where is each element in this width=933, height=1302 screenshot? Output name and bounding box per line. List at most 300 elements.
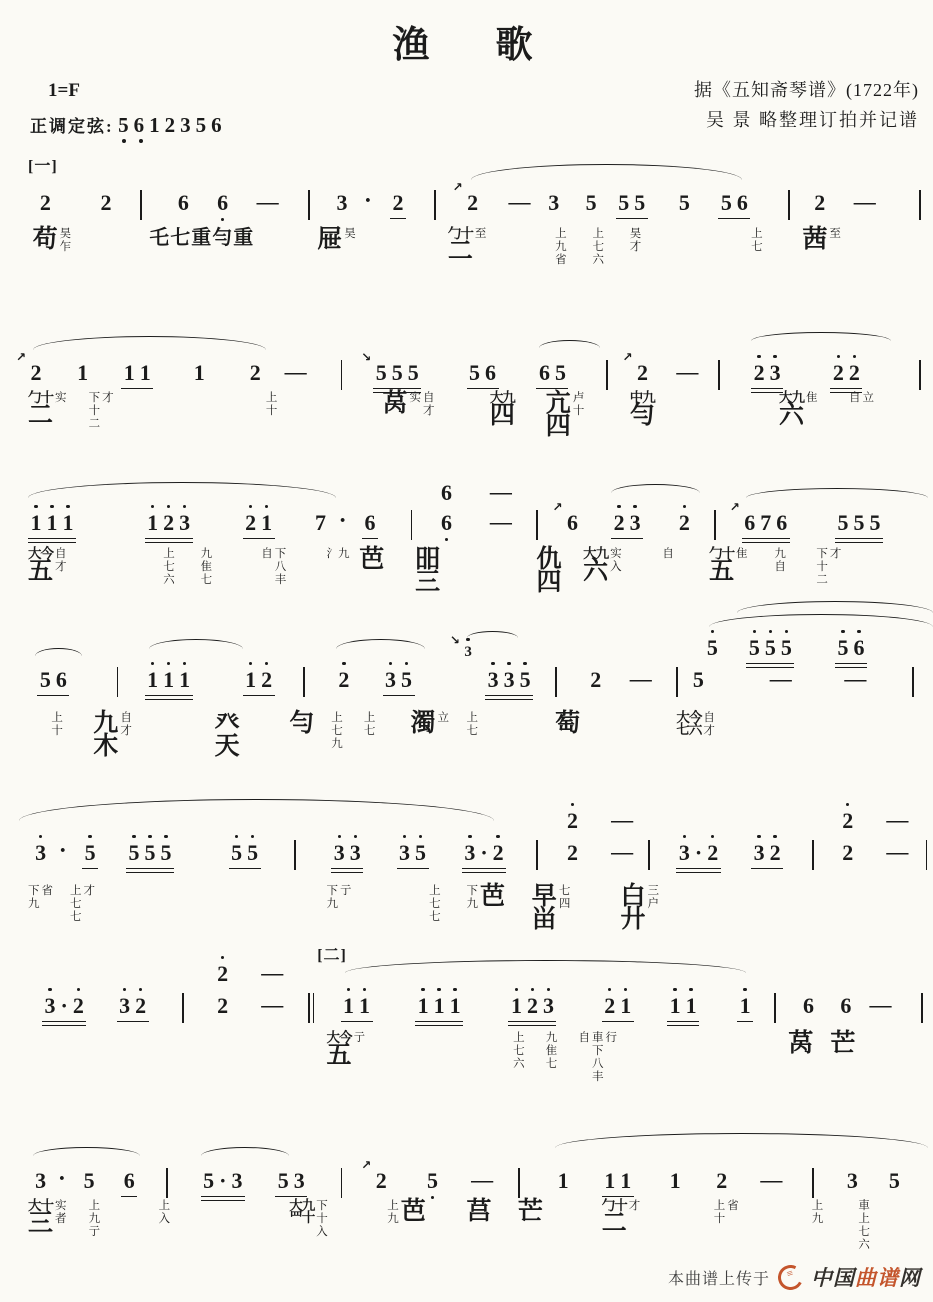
tab-annotation: [316, 1200, 328, 1239]
tab-annotation: [812, 1200, 824, 1226]
note-digit-cell: [540, 988, 556, 1018]
duration-underline: [121, 1196, 137, 1198]
note-digits: [336, 662, 352, 692]
tab-annotation: [410, 392, 422, 405]
tab-cluster: [601, 1198, 641, 1238]
tab-glyph-line: 莴: [788, 1030, 814, 1057]
tab-glyph-line: 六: [583, 558, 609, 586]
duration-underline: [667, 1025, 699, 1027]
note-digit-cell: [602, 988, 618, 1018]
high-octave-dot: [34, 505, 37, 508]
tab-annotation-line: 十: [265, 404, 278, 417]
note-digit-cell: [229, 835, 245, 865]
upload-label: 本曲谱上传于: [667, 1270, 770, 1288]
note-token: [812, 185, 828, 215]
note-digit-cell: [399, 662, 415, 692]
duration-underline: [415, 1025, 463, 1027]
tab-annotation: [475, 228, 487, 241]
tab-glyph-line: 大九: [583, 546, 609, 561]
tab-annotation: [774, 548, 786, 574]
high-octave-dot: [769, 630, 772, 633]
note-digit-cell: [439, 505, 455, 535]
tab-glyph: [536, 548, 561, 594]
note-token: [28, 505, 76, 543]
duration-underline: [742, 538, 790, 540]
tab-cluster: [802, 228, 841, 251]
duration-underline: [415, 1021, 463, 1023]
note-token: [729, 500, 790, 543]
note-token: [555, 1163, 571, 1193]
dash-glyph: —: [886, 839, 909, 864]
tab-cluster: [546, 392, 585, 438]
tab-annotation: [736, 548, 748, 561]
tab-annotation: [28, 885, 40, 911]
note-digit-cell: [667, 988, 683, 1018]
high-octave-dot: [785, 630, 788, 633]
barline: [166, 1163, 168, 1198]
note-digit-cell: [161, 505, 177, 535]
note-digit: 6: [736, 190, 748, 215]
tab-annotation-line: 至: [829, 228, 841, 240]
note-digit-cell: [467, 355, 483, 385]
tab-annotation-line: 上: [163, 548, 175, 560]
tab-glyph-line: 亢: [545, 390, 571, 417]
note-token: [75, 355, 91, 385]
duration-underline: [275, 1196, 307, 1198]
tab-annotation-line: 上: [858, 1212, 870, 1225]
barline: [341, 1163, 343, 1198]
tab-cluster: [467, 712, 479, 738]
barline-mark: [788, 190, 790, 220]
note-digit-cell: [524, 988, 540, 1018]
barline-mark: [518, 1168, 520, 1198]
tab-glyph-line: 莒: [466, 1198, 492, 1225]
note-token: [718, 185, 750, 219]
tab-annotation: [387, 1200, 399, 1226]
tab-annotation: [51, 712, 63, 738]
barline: [518, 1163, 520, 1198]
note-digit: 1: [557, 1168, 569, 1193]
duration-dash: [471, 1163, 493, 1192]
barline: [303, 662, 305, 697]
duration-underline: [42, 1021, 86, 1023]
tab-cluster: [364, 712, 376, 738]
note-token: [588, 662, 604, 692]
tab-annotation-line: 实: [610, 548, 622, 560]
slur-arc: [467, 631, 518, 639]
note-digit: 6: [55, 667, 67, 692]
tab-glyph-line: 勻: [289, 710, 315, 737]
tab-glyph-line: 芭: [480, 883, 506, 910]
tab-glyph-line: 天: [214, 733, 240, 760]
note-digit: 2: [769, 840, 781, 865]
note-digit: 2: [636, 360, 648, 385]
duration-underline: [201, 1196, 245, 1198]
slide-up-ornament-icon: ↗: [729, 500, 740, 514]
arranger-credit: 吴 景 略整理订拍并记谱: [706, 110, 919, 130]
tab-annotation-line: 九: [88, 1212, 101, 1225]
tab-glyph-line: 大十: [27, 1198, 53, 1213]
high-octave-dot: [235, 835, 238, 838]
high-octave-dot: [837, 355, 840, 358]
high-octave-dot: [683, 505, 686, 508]
barline-mark: [774, 993, 776, 1023]
note-digit-cell: [117, 988, 133, 1018]
note-digits: [243, 505, 275, 535]
note-digit: 5: [764, 635, 776, 660]
low-octave-dot: [221, 218, 224, 221]
note-token: [622, 350, 650, 385]
note-digit: 2: [375, 1168, 387, 1193]
dash-glyph: —: [853, 189, 876, 214]
high-octave-dot: [757, 355, 760, 358]
note-digit-cell: [767, 355, 783, 385]
tab-annotation: [364, 712, 376, 738]
tab-annotation-line: 昊: [344, 228, 356, 240]
note-digits: [373, 1163, 389, 1193]
note-digit: 6: [853, 635, 865, 660]
note-digit-cell: [564, 835, 580, 865]
note-digit: 5: [407, 360, 419, 385]
note-digits: [886, 1163, 902, 1193]
tab-annotation-line: 二: [88, 417, 101, 430]
tab-cluster: [429, 885, 441, 924]
tab-cluster: [28, 885, 53, 911]
barline: [182, 988, 184, 1023]
note-digit: 6: [485, 360, 496, 385]
duration-underline: [117, 1021, 149, 1023]
tab-glyph: [33, 228, 58, 251]
note-digit: 1: [433, 993, 445, 1018]
note-digit: 3: [464, 644, 472, 660]
dash-glyph: —: [261, 960, 284, 985]
tab-cluster: [215, 712, 240, 758]
tab-cluster: [33, 228, 72, 254]
tab-glyph-line: 三: [27, 1210, 53, 1238]
note-digit-cell: [334, 185, 350, 215]
note-digit-cell: [215, 956, 231, 986]
barline: [921, 988, 923, 1023]
note-digit-cell: [331, 835, 347, 865]
note-digits: [751, 835, 783, 865]
note-token: [145, 505, 193, 543]
note-digit-cell: [483, 355, 499, 385]
duration-underline: [611, 538, 643, 540]
slur-arc: [35, 648, 82, 657]
duration-underline: [331, 872, 363, 874]
note-token: [397, 835, 429, 869]
note-digits: [37, 185, 53, 215]
note-digit-cell: [42, 988, 58, 1018]
note-digit-cell: [275, 1163, 291, 1193]
note-digit-cell: [552, 355, 568, 385]
note-digit: 2: [848, 360, 860, 385]
note-token: [801, 988, 817, 1018]
note-token: [361, 350, 421, 393]
note-token: [704, 630, 720, 660]
duration-underline: [751, 388, 783, 390]
barline: [788, 185, 790, 220]
note-digit: ·: [60, 993, 68, 1018]
tab-cluster: [447, 226, 487, 266]
note-digit-cell: [618, 988, 634, 1018]
note-digit-cell: [247, 355, 263, 385]
tab-glyph-line: 勹十: [709, 546, 735, 561]
tab-glyph-line: 萄: [555, 710, 581, 737]
note-token: [331, 835, 363, 873]
duration-underline: [28, 542, 76, 544]
slide-up-ornament-icon: ↗: [452, 180, 463, 194]
note-digits: [243, 662, 275, 692]
note-digits: [229, 835, 261, 865]
page-title: [0, 14, 933, 68]
note-digit-cell: [751, 835, 767, 865]
tab-cluster: [816, 548, 841, 587]
tab-cluster: [812, 1200, 824, 1226]
tab-cluster: [676, 712, 715, 738]
high-octave-dot: [757, 835, 760, 838]
note-digit-cell: [616, 185, 632, 215]
note-token: [452, 180, 481, 215]
duration-underline: [145, 695, 193, 697]
duration-dash: [870, 988, 892, 1017]
note-digit-cell: [758, 505, 774, 535]
barline: [912, 662, 914, 697]
dash-glyph: —: [611, 839, 634, 864]
high-octave-dot: [531, 988, 534, 991]
duration-underline: [718, 218, 750, 220]
tab-annotation-line: 下: [466, 885, 478, 897]
note-digit-cell: [844, 1163, 860, 1193]
tab-cluster: [620, 885, 659, 931]
note-digit-cell: [425, 1163, 441, 1193]
high-octave-dot: [363, 988, 366, 991]
slur-arc: [746, 488, 928, 499]
duration-dash: [611, 803, 633, 832]
note-digits: [536, 355, 568, 385]
note-digit: 1: [604, 1168, 616, 1193]
note-digit-cell: [611, 505, 627, 535]
note-digit-cell: [742, 505, 758, 535]
note-digit: 2: [217, 993, 229, 1018]
note-digit-cell: [690, 662, 706, 692]
note-token: [611, 505, 643, 539]
note-digits: [812, 185, 828, 215]
note-token: [886, 1163, 902, 1193]
note-token: [830, 355, 862, 393]
note-digits: [462, 835, 506, 865]
octave-dot: [122, 139, 126, 143]
tab-cluster: [662, 548, 674, 561]
tab-annotation-line: 自: [849, 392, 861, 404]
note-digits: [439, 505, 455, 535]
tab-annotation-line: 才: [102, 392, 114, 404]
tab-glyph-line: 勹十: [601, 1198, 627, 1213]
tab-annotation-line: 七: [163, 560, 175, 573]
note-token: [751, 835, 783, 869]
note-digit: 3: [753, 840, 765, 865]
note-digit-cell: [627, 505, 643, 535]
tab-glyph: [401, 1200, 426, 1223]
tab-glyph: [467, 1200, 492, 1223]
barline: [434, 185, 436, 220]
tab-annotation-line: 上: [592, 228, 604, 240]
note-digit-cell: [751, 355, 767, 385]
note-digit-cell: [602, 1163, 618, 1193]
note-digit: 2: [30, 360, 42, 385]
note-digits: [215, 988, 231, 1018]
tab-glyph: [620, 885, 645, 931]
tab-glyph-line: 二: [27, 402, 53, 430]
note-digits: [465, 185, 481, 215]
note-digit: 2: [245, 510, 257, 535]
note-digit: 5: [692, 667, 704, 692]
tab-annotation: [327, 885, 339, 911]
note-digit-cell: [98, 185, 114, 215]
duration-underline: [508, 1021, 556, 1023]
tab-cluster: [163, 548, 175, 587]
note-digits: [82, 835, 98, 865]
note-digits: [334, 185, 350, 215]
note-digit-cell: [583, 185, 599, 215]
note-digit-cell: [431, 988, 447, 1018]
note-digit-cell: [70, 988, 86, 1018]
site-name: [811, 1262, 921, 1292]
note-digit: 5: [391, 360, 403, 385]
note-digits: [191, 355, 207, 385]
tab-cluster: [327, 885, 352, 911]
high-octave-dot: [853, 355, 856, 358]
note-digit: 1: [147, 667, 159, 692]
note-digit-cell: [177, 505, 193, 535]
duration-dash: [854, 185, 876, 214]
note-digit-cell: [830, 355, 846, 385]
tab-annotation: [630, 228, 642, 254]
note-digits: [840, 803, 856, 833]
high-octave-dot: [251, 835, 254, 838]
barline-mark: [718, 360, 720, 390]
note-digit: 3: [678, 840, 690, 865]
tab-annotation-line: 車: [858, 1200, 870, 1212]
note-digit: 2: [566, 808, 578, 833]
note-digit-cell: [75, 355, 91, 385]
note-digit: 5: [888, 1168, 900, 1193]
note-digit-cell: [362, 505, 378, 535]
duration-underline: [126, 872, 174, 874]
barline: [536, 505, 538, 540]
duration-underline: [145, 538, 193, 540]
note-digit: 1: [620, 1168, 632, 1193]
tab-glyph-line: 四: [536, 569, 562, 596]
duration-dash: [844, 662, 866, 691]
note-token: [690, 662, 706, 692]
note-digits: [616, 185, 648, 215]
tab-annotation-line: 才: [628, 1200, 641, 1212]
tab-annotation-line: 九: [387, 1212, 399, 1225]
note-digit-cell: [158, 835, 174, 865]
slur-arc: [345, 960, 746, 974]
high-octave-dot: [608, 988, 611, 991]
tab-annotation: [629, 1200, 641, 1213]
note-digit: 5: [427, 1168, 438, 1193]
tab-annotation: [331, 712, 343, 751]
tab-glyph-line: 芭: [359, 546, 385, 573]
tab-cluster: [489, 390, 515, 430]
note-token: [361, 1158, 389, 1193]
barline: [812, 1163, 814, 1198]
note-digit-cell: [53, 662, 69, 692]
slur-arc: [539, 340, 600, 349]
note-digit-cell: [28, 505, 44, 535]
note-digit: 6: [744, 510, 756, 535]
duration-underline: [467, 388, 499, 390]
site-name-part: 中国: [811, 1266, 855, 1290]
dash-glyph: —: [611, 807, 634, 832]
tab-annotation: [513, 1032, 525, 1071]
dash-glyph: —: [869, 992, 892, 1017]
note-digit: 2: [613, 510, 625, 535]
tab-annotation-line: 上: [265, 392, 278, 404]
key-signature: 1=F: [48, 80, 80, 101]
duration-underline: [390, 218, 406, 220]
duration-underline: [243, 538, 275, 540]
note-token: [439, 505, 455, 541]
low-octave-dot-slot: [221, 215, 224, 221]
note-token: [229, 835, 261, 869]
high-octave-dot: [496, 835, 499, 838]
tab-cluster: [387, 1200, 426, 1226]
note-digit-cell: [536, 355, 552, 385]
note-digit-cell: [746, 630, 762, 660]
tab-annotation: [806, 392, 818, 405]
note-digit: 6: [123, 1168, 135, 1193]
section-marker-text: [二]: [317, 947, 347, 964]
high-octave-dot: [88, 835, 91, 838]
note-digit-cell: [191, 355, 207, 385]
tab-annotation-line: 上: [429, 885, 441, 897]
note-digit: 1: [163, 667, 175, 692]
tab-annotation-line: 隹: [806, 392, 818, 404]
note-digit-cell: [383, 662, 399, 692]
duration-underline: [462, 872, 506, 874]
note-token: [667, 988, 699, 1026]
tab-annotation-line: 亍: [88, 1225, 101, 1238]
barline: [341, 355, 343, 390]
note-digit: 6: [364, 510, 376, 535]
tab-glyph-line: 勹十: [447, 226, 473, 241]
note-token: [121, 1163, 137, 1197]
tab-annotation-line: 十: [713, 1212, 726, 1225]
tab-glyph-line: 廾: [620, 906, 646, 933]
note-token: [838, 988, 854, 1018]
high-octave-dot: [164, 835, 167, 838]
tab-cluster: [532, 885, 571, 931]
note-digit: 2: [261, 667, 273, 692]
note-digit-cell: [737, 988, 753, 1018]
tab-annotation: [592, 228, 604, 267]
note-digits: [835, 630, 867, 660]
tab-annotation-line: 上: [713, 1200, 726, 1212]
tab-cluster: [518, 1200, 543, 1223]
note-digit: 1: [510, 993, 522, 1018]
tab-annotation: [703, 712, 715, 738]
note-digit: 5: [853, 510, 865, 535]
augmentation-dot: [339, 505, 347, 533]
note-digit-cell: [767, 835, 783, 865]
note-token: [552, 500, 580, 535]
note-digits: [37, 662, 69, 692]
note-digit: 6: [177, 190, 189, 215]
